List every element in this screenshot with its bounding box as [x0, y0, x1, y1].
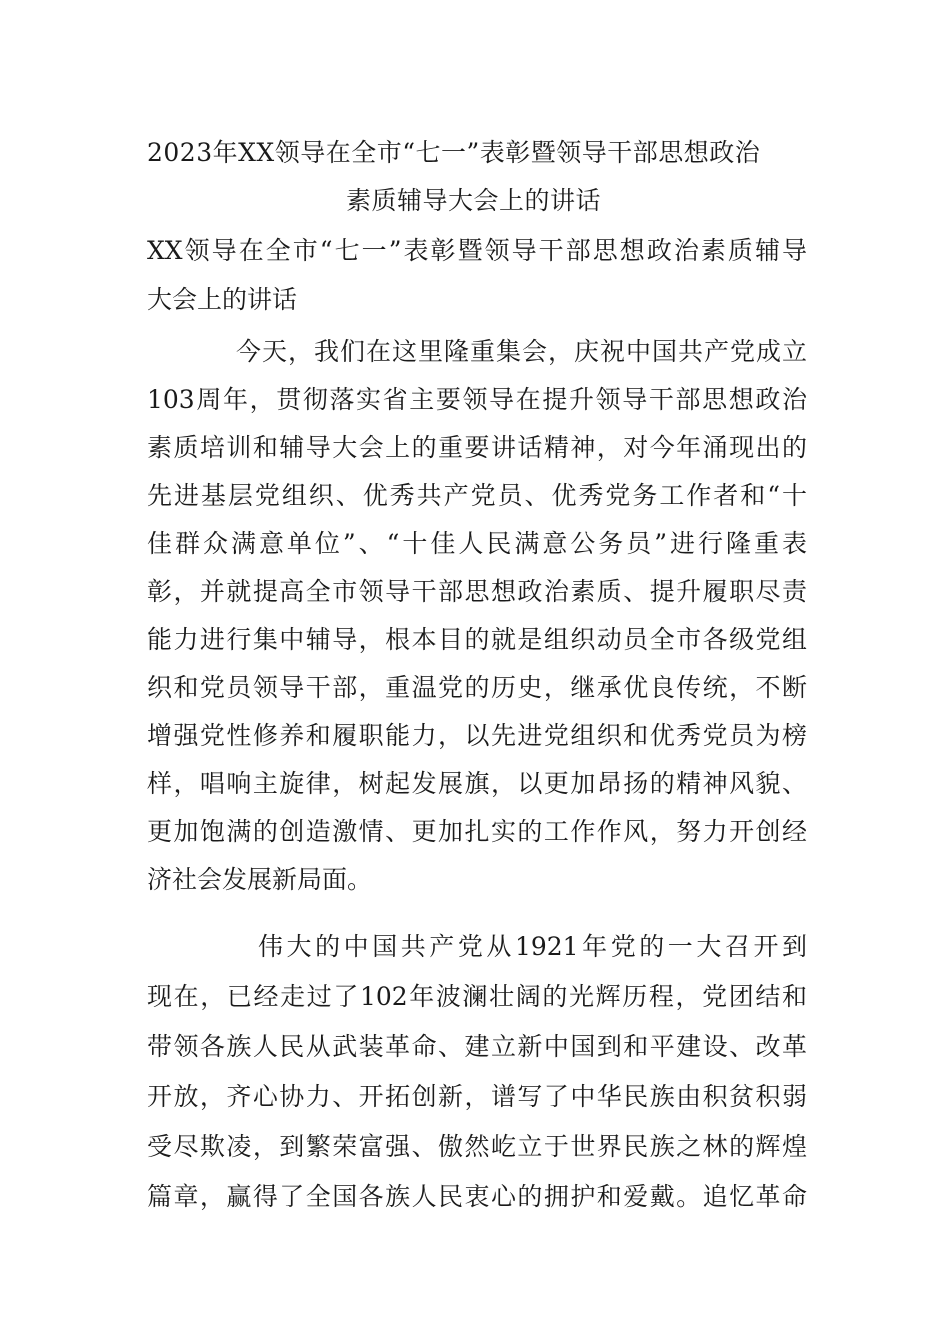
document-subtitle-line-1: XX领导在全市“七一”表彰暨领导干部思想政治素质辅导: [147, 236, 807, 265]
paragraph-1-line: 织和党员领导干部，重温党的历史，继承优良传统，不断: [147, 673, 807, 702]
paragraph-1-line: 先进基层党组织、优秀共产党员、优秀党务工作者和“十: [147, 481, 807, 510]
paragraph-2-line: 带领各族人民从武装革命、建立新中国到和平建设、改革: [147, 1032, 807, 1061]
paragraph-1-line: 彰，并就提高全市领导干部思想政治素质、提升履职尽责: [147, 577, 807, 606]
paragraph-1-line: 素质培训和辅导大会上的重要讲话精神，对今年涌现出的: [147, 433, 807, 462]
paragraph-2-line: 伟大的中国共产党从1921年党的一大召开到: [258, 932, 807, 961]
document-title-line-2: 素质辅导大会上的讲话: [346, 186, 602, 215]
paragraph-2-line: 篇章，赢得了全国各族人民衷心的拥护和爱戴。追忆革命: [147, 1182, 807, 1211]
paragraph-1-line: 佳群众满意单位”、“十佳人民满意公务员”进行隆重表: [147, 529, 807, 558]
paragraph-2-line: 开放，齐心协力、开拓创新，谱写了中华民族由积贫积弱: [147, 1082, 807, 1111]
document-subtitle-line-2: 大会上的讲话: [147, 285, 298, 314]
paragraph-1-line: 103周年，贯彻落实省主要领导在提升领导干部思想政治: [147, 385, 807, 414]
paragraph-1-line: 更加饱满的创造激情、更加扎实的工作作风，努力开创经: [147, 817, 807, 846]
paragraph-1-line: 今天，我们在这里隆重集会，庆祝中国共产党成立: [236, 337, 807, 366]
paragraph-1-line: 增强党性修养和履职能力，以先进党组织和优秀党员为榜: [147, 721, 807, 750]
paragraph-2-line: 受尽欺凌，到繁荣富强、傲然屹立于世界民族之林的辉煌: [147, 1132, 807, 1161]
document-title-line-1: 2023年XX领导在全市“七一”表彰暨领导干部思想政治: [147, 138, 761, 167]
paragraph-2-line: 现在，已经走过了102年波澜壮阔的光辉历程，党团结和: [147, 982, 807, 1011]
paragraph-1-line: 样，唱响主旋律，树起发展旗，以更加昂扬的精神风貌、: [147, 769, 807, 798]
paragraph-1-line: 济社会发展新局面。: [147, 865, 373, 894]
paragraph-1-line: 能力进行集中辅导，根本目的就是组织动员全市各级党组: [147, 625, 807, 654]
